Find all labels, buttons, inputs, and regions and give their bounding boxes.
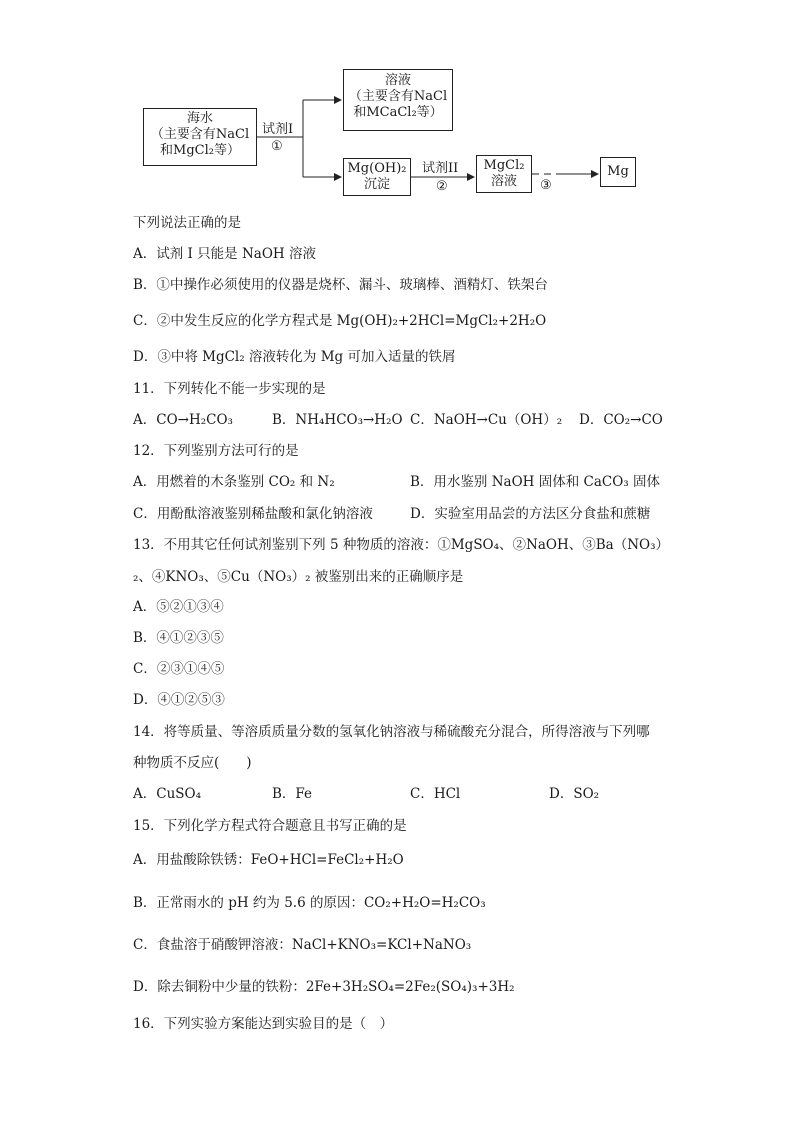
q15-option-c: C．食盐溶于硝酸钾溶液：NaCl+KNO₃=KCl+NaNO₃ <box>133 937 472 953</box>
q11-option-d: D．CO₂→CO <box>579 412 663 428</box>
q11-option-b: B．NH₄HCO₃→H₂O <box>272 412 403 428</box>
q10-option-c: C．②中发生反应的化学方程式是 Mg(OH)₂+2HCl=MgCl₂+2H₂O <box>133 313 547 329</box>
q10-option-b: B．①中操作必须使用的仪器是烧杯、漏斗、玻璃棒、酒精灯、铁架台 <box>133 277 548 293</box>
mgcl2-box <box>476 155 532 193</box>
solution-line3: 和MCaCl₂等） <box>353 105 443 120</box>
q13-option-b: B．④①②③⑤ <box>133 630 224 646</box>
q11-option-a: A．CO→H₂CO₃ <box>133 412 233 428</box>
step1-label: ① <box>271 139 283 154</box>
solution-line2: （主要含有NaCl <box>348 89 448 104</box>
q13-option-d: D．④①②⑤③ <box>133 692 225 708</box>
q12-option-c: C．用酚酞溶液鉴别稀盐酸和氯化钠溶液 <box>133 506 373 522</box>
q16-stem: 16．下列实验方案能达到实验目的是（ ） <box>133 1016 394 1032</box>
mg-box <box>600 157 636 187</box>
q14-option-d: D．SO₂ <box>549 786 600 802</box>
q13-option-c: C．②③①④⑤ <box>133 661 225 677</box>
seawater-line3: 和MgCl₂等） <box>160 143 240 158</box>
mg-label: Mg <box>607 164 629 179</box>
q12-option-d: D．实验室用品尝的方法区分食盐和蔗糖 <box>410 506 651 522</box>
q15-option-a: A．用盐酸除铁锈：FeO+HCl=FeCl₂+H₂O <box>133 852 404 868</box>
seawater-line1: 海水 <box>186 111 213 126</box>
q14-stem-line2: 种物质不反应( ) <box>133 755 252 771</box>
solution-line1: 溶液 <box>384 73 411 88</box>
mgoh2-line1: Mg(OH)₂ <box>347 161 407 176</box>
q15-stem: 15．下列化学方程式符合题意且书写正确的是 <box>133 818 407 834</box>
q15-option-b: B．正常雨水的 pH 约为 5.6 的原因：CO₂+H₂O=H₂CO₃ <box>133 895 486 911</box>
seawater-box <box>143 108 257 166</box>
step2-label: ② <box>436 179 448 194</box>
q12-option-a: A．用燃着的木条鉴别 CO₂ 和 N₂ <box>133 474 335 490</box>
step3-label: ③ <box>540 178 552 193</box>
q11-stem: 11．下列转化不能一步实现的是 <box>133 381 326 397</box>
mgoh2-box <box>343 158 411 196</box>
mgcl2-line2: 溶液 <box>490 174 517 189</box>
q13-stem-line2: ₂、④KNO₃、⑤Cu（NO₃）₂ 被鉴别出来的正确顺序是 <box>133 569 464 585</box>
q13-option-a: A．⑤②①③④ <box>133 599 224 615</box>
q10-stem: 下列说法正确的是 <box>133 215 241 231</box>
seawater-line2: （主要含有NaCl <box>150 127 250 142</box>
mgoh2-line2: 沉淀 <box>363 177 390 192</box>
q11-option-c: C．NaOH→Cu（OH）₂ <box>410 412 563 428</box>
q12-option-b: B．用水鉴别 NaOH 固体和 CaCO₃ 固体 <box>410 474 660 490</box>
reagent1-label: 试剂I <box>262 122 294 137</box>
q14-option-a: A．CuSO₄ <box>133 786 202 802</box>
q14-option-c: C．HCl <box>410 786 461 802</box>
mgcl2-line1: MgCl₂ <box>483 158 525 173</box>
q14-stem-line1: 14．将等质量、等溶质质量分数的氢氧化钠溶液与稀硫酸充分混合，所得溶液与下列哪 <box>133 724 650 740</box>
q14-option-b: B．Fe <box>272 786 313 802</box>
q13-stem-line1: 13．不用其它任何试剂鉴别下列 5 种物质的溶液：①MgSO₄、②NaOH、③Ba（NO₃） <box>133 537 670 553</box>
q10-option-d: D．③中将 MgCl₂ 溶液转化为 Mg 可加入适量的铁屑 <box>133 349 456 365</box>
q10-option-a: A．试剂 I 只能是 NaOH 溶液 <box>133 246 316 262</box>
q15-option-d: D．除去铜粉中少量的铁粉：2Fe+3H₂SO₄=2Fe₂(SO₄)₃+3H₂ <box>133 979 515 995</box>
reagent2-label: 试剂II <box>422 161 459 176</box>
solution-box <box>343 69 453 131</box>
q12-stem: 12．下列鉴别方法可行的是 <box>133 443 299 459</box>
